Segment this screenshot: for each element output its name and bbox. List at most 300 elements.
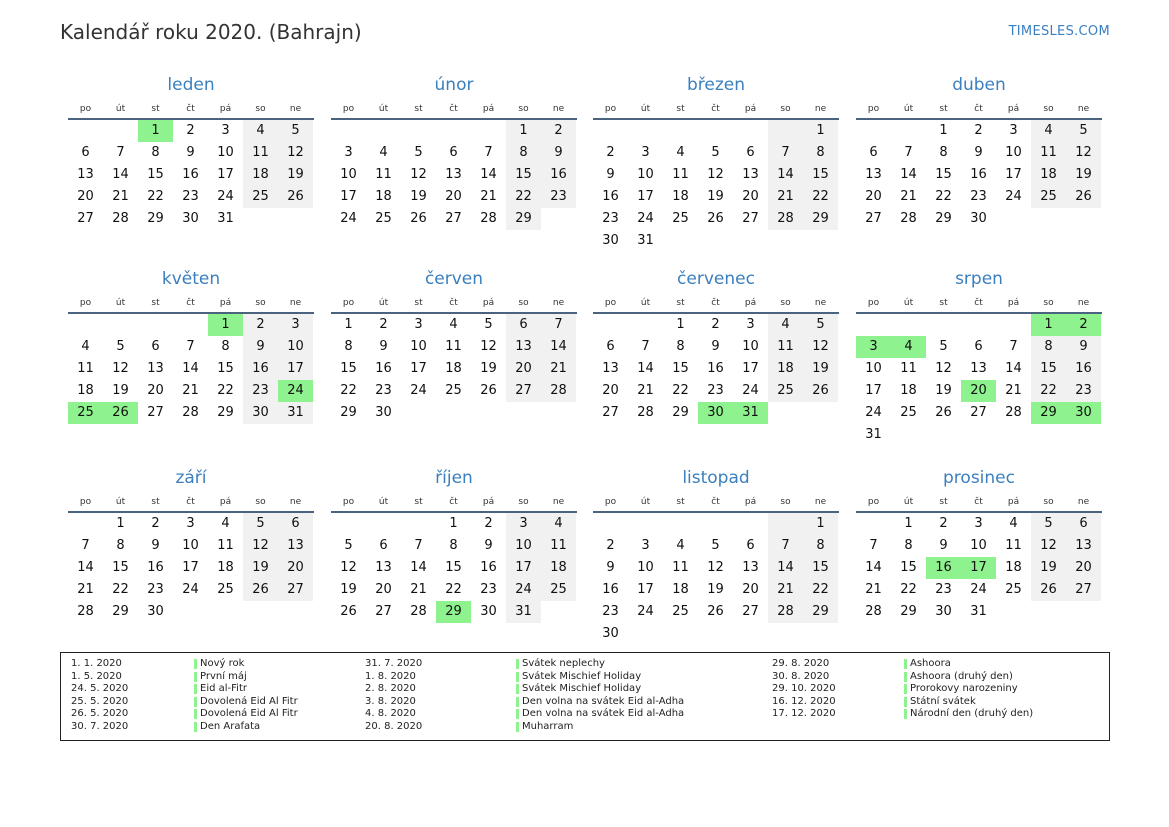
empty-cell [366,513,401,535]
calendar-day: 6 [506,314,541,336]
calendar-day: 28 [480,211,497,226]
calendar-day: 20 [742,582,759,597]
calendar-day: 8 [116,538,125,553]
empty-cell [996,314,1031,336]
calendar-day: 5 [1066,120,1101,142]
weekday-label: čt [974,298,983,308]
weekday-label: út [903,298,914,308]
calendar-day: 19 [410,189,427,204]
empty-cell [803,230,838,252]
empty-cell [436,120,471,142]
calendar-day: 28 [637,405,654,420]
holiday-marker-icon [904,672,907,682]
calendar-day: 20 [278,557,313,579]
calendar-day: 25 [243,186,278,208]
legend-holiday-name [516,671,641,684]
legend-holiday-label: Eid al-Fitr [200,683,247,695]
calendar-day: 11 [768,336,803,358]
calendar-day: 21 [900,189,917,204]
weekday-header [593,98,839,120]
calendar-day: 20 [147,383,164,398]
weekday-label: ne [552,497,565,507]
legend-holiday-name [516,658,605,671]
calendar-day: 18 [672,189,689,204]
calendar-day: 3 [278,314,313,336]
calendar-day: 29 [340,405,357,420]
holiday-marker-icon [516,684,519,694]
empty-cell [593,314,628,336]
calendar-day: 9 [484,538,493,553]
calendar-day: 11 [1005,538,1022,553]
calendar-day: 15 [672,361,689,376]
calendar-day: 8 [506,142,541,164]
holiday-marker-icon [194,697,197,707]
calendar-day: 29 [217,405,234,420]
empty-cell [68,314,103,336]
calendar-day: 21 [865,582,882,597]
calendar-day: 21 [768,579,803,601]
legend-date: 3. 8. 2020 [365,695,416,707]
day-grid [331,513,577,623]
calendar-day: 12 [707,560,724,575]
weekday-label: čt [449,298,458,308]
calendar-day: 17 [637,582,654,597]
weekday-header [331,491,577,513]
empty-cell [663,623,698,645]
legend-holiday-label: Prorokovy narozeniny [910,683,1018,695]
calendar-day: 6 [151,339,160,354]
calendar-day: 16 [147,560,164,575]
calendar-day: 8 [449,538,458,553]
calendar-day: 22 [506,186,541,208]
empty-cell [103,120,138,142]
calendar-day: 10 [410,339,427,354]
calendar-day: 16 [602,189,619,204]
empty-cell [628,623,663,645]
holiday-marker-icon [194,672,197,682]
legend-date: 24. 5. 2020 [71,683,129,695]
month-září [68,465,314,623]
calendar-day: 29 [112,604,129,619]
calendar-day: 14 [900,167,917,182]
calendar-day: 27 [865,211,882,226]
calendar-day: 18 [217,560,234,575]
empty-cell [996,208,1031,230]
legend-date: 31. 7. 2020 [365,658,423,669]
calendar-day: 2 [379,317,388,332]
calendar-day: 10 [637,167,654,182]
empty-cell [663,230,698,252]
legend-holiday-label: Národní den (druhý den) [910,708,1034,720]
calendar-day: 30 [243,402,278,424]
holiday-marker-icon [904,659,907,669]
calendar-day: 17 [410,361,427,376]
brand-link[interactable]: TIMESLES.COM [1008,24,1110,39]
empty-cell [1031,424,1066,446]
weekday-label: pá [744,104,757,114]
weekday-label: pá [482,497,495,507]
calendar-day: 24 [410,383,427,398]
calendar-day: 11 [900,361,917,376]
calendar-day: 8 [803,142,838,164]
legend-date: 20. 8. 2020 [365,721,423,732]
legend-holiday-label: Den volna na svátek Eid al-Adha [522,708,685,720]
calendar-day: 19 [278,164,313,186]
empty-cell [173,314,208,336]
legend-holiday-label: Svátek neplechy [522,658,605,669]
weekday-label: út [903,497,914,507]
legend-holiday-name [194,658,244,671]
empty-cell [401,402,436,424]
calendar-day: 26 [803,380,838,402]
calendar-day: 4 [221,516,230,531]
calendar-day: 16 [707,361,724,376]
calendar-day: 16 [602,582,619,597]
holiday-marker-icon [516,722,519,732]
calendar-day: 1 [939,123,948,138]
weekday-label: po [867,104,880,114]
calendar-day: 22 [672,383,689,398]
calendar-day: 12 [803,336,838,358]
calendar-day: 31 [637,233,654,248]
calendar-day: 12 [707,167,724,182]
day-grid [856,120,1102,230]
calendar-day: 2 [606,145,615,160]
calendar-day: 1 [116,516,125,531]
empty-cell [1066,424,1101,446]
calendar-day: 24 [970,582,987,597]
weekday-label: st [676,497,685,507]
empty-cell [698,623,733,645]
calendar-day: 1 [904,516,913,531]
weekday-label: so [518,497,529,507]
holiday-marker-icon [516,672,519,682]
empty-cell [996,424,1031,446]
calendar-day: 25 [375,211,392,226]
holiday-marker-icon [194,709,197,719]
calendar-day: 9 [939,538,948,553]
legend-holiday-label: Den volna na svátek Eid al-Adha [522,695,685,707]
calendar-day: 4 [768,314,803,336]
legend-holiday-label: Dovolená Eid Al Fitr [200,695,298,707]
legend-holiday-label: Svátek Mischief Holiday [522,670,642,682]
calendar-day: 7 [414,538,423,553]
calendar-day: 6 [606,339,615,354]
calendar-day: 8 [676,339,685,354]
weekday-label: čt [974,497,983,507]
calendar-day: 23 [541,186,576,208]
weekday-label: ne [814,104,827,114]
weekday-label: po [342,497,355,507]
calendar-day: 23 [602,211,619,226]
calendar-day: 27 [445,211,462,226]
calendar-day: 24 [217,189,234,204]
calendar-day: 30 [480,604,497,619]
calendar-day: 25 [672,604,689,619]
calendar-day: 13 [147,361,164,376]
calendar-day: 10 [970,538,987,553]
calendar-day: 3 [641,538,650,553]
calendar-day: 10 [865,361,882,376]
calendar-day: 16 [1066,358,1101,380]
calendar-day: 17 [182,560,199,575]
calendar-day: 2 [711,317,720,332]
calendar-day: 9 [186,145,195,160]
calendar-day: 4 [1009,516,1018,531]
month-červen [331,266,577,424]
weekday-label: po [604,497,617,507]
month-name: srpen [955,269,1003,289]
empty-cell [768,230,803,252]
calendar-day: 31 [506,601,541,623]
weekday-label: pá [1007,497,1020,507]
legend-date: 29. 10. 2020 [772,683,836,695]
calendar-day: 15 [445,560,462,575]
calendar-day: 19 [803,358,838,380]
legend-holiday-name [516,696,684,709]
calendar-day: 15 [217,361,234,376]
calendar-day: 19 [112,383,129,398]
calendar-day: 20 [865,189,882,204]
calendar-day: 10 [637,560,654,575]
legend-holiday-label: Ashoora (druhý den) [910,670,1013,682]
calendar-day: 31 [217,211,234,226]
calendar-day: 12 [278,142,313,164]
weekday-label: čt [449,104,458,114]
weekday-label: so [1043,497,1054,507]
calendar-day: 28 [1005,405,1022,420]
calendar-day: 19 [707,189,724,204]
weekday-label: pá [219,104,232,114]
weekday-header [856,98,1102,120]
calendar-day: 23 [375,383,392,398]
empty-cell [628,314,663,336]
calendar-day: 29 [803,208,838,230]
calendar-day: 10 [506,535,541,557]
calendar-day: 23 [935,582,952,597]
calendar-day: 24 [865,405,882,420]
calendar-day: 20 [742,189,759,204]
calendar-day: 14 [541,336,576,358]
calendar-day: 29 [147,211,164,226]
weekday-label: ne [814,298,827,308]
calendar-day: 2 [606,538,615,553]
calendar-day: 28 [768,601,803,623]
calendar-day: 21 [410,582,427,597]
empty-cell [698,120,733,142]
calendar-day: 18 [77,383,94,398]
calendar-day: 3 [506,513,541,535]
calendar-day: 18 [243,164,278,186]
month-name: prosinec [943,468,1015,488]
legend-holiday-name [904,683,1018,696]
calendar-day: 18 [1031,164,1066,186]
empty-cell [628,120,663,142]
calendar-day: 1 [449,516,458,531]
calendar-day: 25 [900,405,917,420]
calendar-day: 3 [974,516,983,531]
calendar-day: 18 [1005,560,1022,575]
holiday-day: 17 [961,557,996,579]
calendar-day: 17 [217,167,234,182]
legend-date: 30. 8. 2020 [772,670,830,682]
empty-cell [891,424,926,446]
calendar-day: 10 [340,167,357,182]
calendar-day: 6 [746,538,755,553]
day-grid [68,513,314,623]
calendar-day: 26 [1031,579,1066,601]
month-name: červenec [677,269,755,289]
calendar-day: 24 [506,579,541,601]
calendar-day: 25 [672,211,689,226]
calendar-day: 9 [151,538,160,553]
calendar-day: 2 [484,516,493,531]
calendar-day: 23 [707,383,724,398]
calendar-day: 4 [81,339,90,354]
calendar-day: 11 [541,535,576,557]
calendar-day: 1 [803,513,838,535]
calendar-day: 3 [221,123,230,138]
weekday-label: st [939,298,948,308]
weekday-header [331,292,577,314]
legend-holiday-name [904,696,976,709]
empty-cell [331,513,366,535]
weekday-label: so [780,497,791,507]
weekday-label: ne [1077,497,1090,507]
calendar-day: 9 [711,339,720,354]
calendar-day: 15 [506,164,541,186]
calendar-day: 18 [541,557,576,579]
calendar-day: 27 [1066,579,1101,601]
calendar-day: 6 [379,538,388,553]
calendar-day: 22 [147,189,164,204]
calendar-day: 10 [182,538,199,553]
weekday-label: út [903,104,914,114]
weekday-label: so [255,497,266,507]
weekday-label: so [1043,298,1054,308]
calendar-day: 27 [147,405,164,420]
weekday-label: po [604,104,617,114]
calendar-day: 15 [112,560,129,575]
weekday-label: ne [289,497,302,507]
calendar-day: 13 [742,167,759,182]
calendar-day: 26 [340,604,357,619]
calendar-day: 30 [602,233,619,248]
calendar-day: 8 [151,145,160,160]
weekday-header [856,491,1102,513]
calendar-day: 14 [637,361,654,376]
calendar-day: 5 [484,317,493,332]
calendar-day: 5 [711,538,720,553]
month-květen [68,266,314,424]
calendar-day: 17 [637,189,654,204]
empty-cell [768,120,803,142]
day-grid [856,314,1102,446]
calendar-day: 14 [410,560,427,575]
calendar-day: 3 [344,145,353,160]
calendar-day: 28 [900,211,917,226]
month-name: duben [952,75,1006,95]
weekday-label: pá [744,497,757,507]
calendar-day: 16 [182,167,199,182]
empty-cell [803,402,838,424]
day-grid [68,314,314,424]
calendar-day: 28 [541,380,576,402]
calendar-day: 2 [541,120,576,142]
weekday-label: pá [219,497,232,507]
calendar-day: 27 [602,405,619,420]
calendar-day: 22 [803,186,838,208]
calendar-day: 13 [1066,535,1101,557]
weekday-label: st [151,104,160,114]
calendar-day: 27 [742,211,759,226]
calendar-day: 12 [935,361,952,376]
weekday-label: st [676,104,685,114]
calendar-day: 16 [375,361,392,376]
calendar-day: 4 [676,538,685,553]
calendar-day: 10 [278,336,313,358]
empty-cell [243,208,278,230]
holiday-marker-icon [904,684,907,694]
calendar-day: 22 [900,582,917,597]
weekday-label: ne [814,497,827,507]
calendar-day: 21 [77,582,94,597]
calendar-day: 4 [541,513,576,535]
weekday-label: so [255,298,266,308]
calendar-day: 18 [768,358,803,380]
empty-cell [803,623,838,645]
weekday-label: st [414,104,423,114]
calendar-day: 11 [672,167,689,182]
legend-holiday-label: Nový rok [200,658,245,669]
holiday-marker-icon [904,697,907,707]
calendar-day: 21 [480,189,497,204]
weekday-label: út [115,104,126,114]
weekday-label: pá [1007,104,1020,114]
calendar-day: 24 [637,211,654,226]
legend-holiday-name [516,721,573,734]
calendar-day: 7 [1009,339,1018,354]
calendar-day: 4 [243,120,278,142]
calendar-day: 7 [768,142,803,164]
weekday-label: st [676,298,685,308]
month-únor [331,72,577,230]
calendar-day: 12 [340,560,357,575]
calendar-day: 25 [541,579,576,601]
legend-holiday-name [904,671,1013,684]
weekday-label: po [867,298,880,308]
weekday-label: út [640,497,651,507]
calendar-day: 26 [480,383,497,398]
calendar-day: 7 [641,339,650,354]
calendar-day: 11 [243,142,278,164]
empty-cell [891,120,926,142]
empty-cell [278,601,313,623]
weekday-label: ne [1077,298,1090,308]
weekday-label: po [79,497,92,507]
month-červenec [593,266,839,424]
calendar-day: 17 [742,361,759,376]
empty-cell [768,513,803,535]
calendar-day: 31 [278,402,313,424]
calendar-day: 10 [1005,145,1022,160]
weekday-label: pá [1007,298,1020,308]
holiday-day: 29 [436,601,471,623]
empty-cell [926,424,961,446]
legend-holiday-label: Svátek Mischief Holiday [522,683,642,695]
day-grid [593,314,839,424]
calendar-day: 7 [186,339,195,354]
